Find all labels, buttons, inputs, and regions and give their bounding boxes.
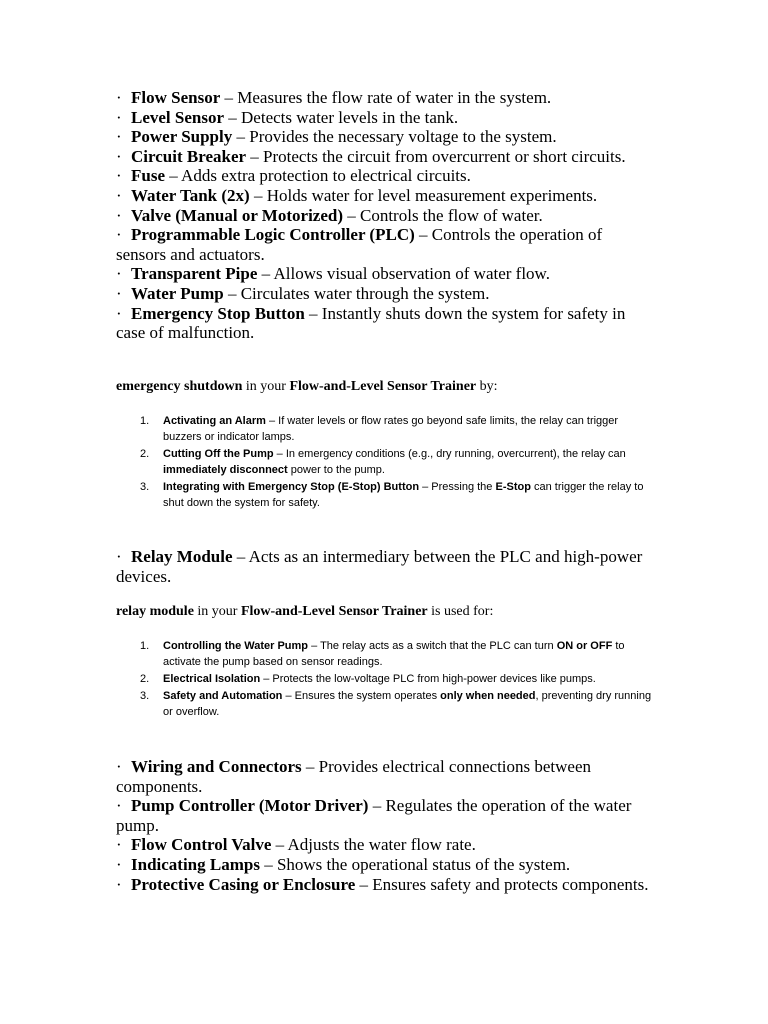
item-text: – If water levels or flow rates go beyond safe limits, the relay can trigger buzzers or indicator lamps. [163,415,619,443]
component-description: – Adjusts the water flow rate. [271,835,476,855]
component-item [116,855,656,875]
item-text: – The relay acts as a switch that the PLC can turn [308,640,557,652]
component-description: – Shows the operational status of the system. [259,854,571,874]
item-text: – Ensures the system operates [282,690,441,702]
bullet-dot: · [116,185,122,205]
bullet-dot: · [116,796,122,816]
component-description: – Provides the necessary voltage to the system. [232,127,557,147]
bullet-dot: · [116,547,122,566]
intro-bold-trainer: Flow-and-Level Sensor Trainer [289,379,477,394]
component-name: Power Supply [131,127,233,147]
intro-text-end: by: [476,379,498,394]
component-item [116,186,656,206]
item-bold-text: only when needed [440,690,536,702]
bullet-dot: · [116,874,122,894]
item-number: 1. [140,640,150,652]
component-description: – Controls the flow of water. [343,205,543,225]
item-text: , preventing dry running or overflow. [163,690,652,718]
component-description: – Ensures safety and protects components. [355,874,649,894]
item-bold-text: immediately disconnect [163,464,288,476]
components-list-1 [116,88,656,343]
component-description: – Acts as an intermediary between the PLC and high-power devices. [116,547,643,586]
item-text: – Pressing the [419,481,496,493]
emergency-shutdown-list [134,413,654,512]
component-name: Fuse [131,166,165,186]
component-name: Relay Module [131,547,233,566]
component-name: Flow Control Valve [131,835,272,855]
component-description: – Allows visual observation of water flow. [257,264,550,284]
component-item [116,757,656,796]
component-item [116,835,656,855]
component-name: Level Sensor [131,107,225,127]
bullet-dot: · [116,107,122,127]
component-description: – Measures the flow rate of water in the system. [220,88,552,107]
bullet-dot: · [116,264,122,284]
item-text: – In emergency conditions (e.g., dry running, overcurrent), the relay can [273,448,626,460]
component-description: – Instantly shuts down the system for safety in case of malfunction. [116,303,626,343]
item-bold-text: E-Stop [495,481,531,493]
bullet-dot: · [116,166,122,186]
component-name: Protective Casing or Enclosure [131,874,356,894]
item-bold-text: Electrical Isolation [163,673,261,685]
numbered-item [134,446,654,478]
item-bold-text: Cutting Off the Pump [163,448,274,460]
bullet-dot: · [116,757,122,776]
component-description: – Circulates water through the system. [223,283,490,303]
component-name: Emergency Stop Button [131,303,305,323]
component-name: Valve (Manual or Motorized) [131,205,343,225]
component-item [116,166,656,186]
item-bold-text: Integrating with Emergency Stop (E-Stop) Button [163,481,420,493]
bullet-dot: · [116,854,122,874]
item-number: 3. [140,481,150,493]
bullet-dot: · [116,303,122,323]
item-bold-text: Controlling the Water Pump [163,640,309,652]
item-number: 3. [140,690,150,702]
numbered-item [134,638,654,670]
component-item [116,796,656,835]
component-item [116,147,656,167]
numbered-item [134,688,654,720]
component-description: – Provides electrical connections between components. [116,757,592,796]
bullet-dot: · [116,225,122,245]
component-name: Wiring and Connectors [131,757,302,776]
item-text: can trigger the relay to shut down the system for safety. [163,481,644,509]
component-name: Water Pump [131,283,224,303]
intro-text: in your [242,379,290,394]
bullet-dot: · [116,127,122,147]
item-bold-text: ON or OFF [556,640,613,652]
intro-text-end: is used for: [427,604,494,619]
numbered-item [134,413,654,445]
component-description: – Controls the operation of sensors and actuators. [116,225,603,264]
component-item [116,206,656,226]
bullet-dot: · [116,88,122,107]
item-number: 2. [140,448,150,460]
intro-bold-term: emergency shutdown [116,379,243,394]
item-text: to activate the pump based on sensor readings. [163,640,625,668]
component-description: – Detects water levels in the tank. [224,107,459,127]
relay-module-intro [116,603,676,621]
component-name: Programmable Logic Controller (PLC) [131,225,415,245]
bullet-dot: · [116,146,122,166]
bullet-dot: · [116,205,122,225]
component-description: – Protects the circuit from overcurrent or short circuits. [246,146,626,166]
component-item [116,127,656,147]
component-item [116,225,656,264]
item-text: power to the pump. [287,464,385,476]
component-name: Transparent Pipe [131,264,258,284]
bullet-dot: · [116,835,122,855]
component-name: Pump Controller (Motor Driver) [131,796,369,816]
component-item [116,108,656,128]
intro-text: in your [193,604,241,619]
component-item [116,547,656,586]
item-number: 1. [140,415,150,427]
intro-bold-trainer: Flow-and-Level Sensor Trainer [240,604,428,619]
component-name: Indicating Lamps [131,854,260,874]
component-description: – Adds extra protection to electrical circuits. [165,166,471,186]
relay-module-uses-list [134,638,654,721]
component-item [116,284,656,304]
component-item [116,875,656,895]
components-list-2 [116,547,656,586]
numbered-item [134,671,654,687]
component-item [116,88,656,108]
emergency-shutdown-intro [116,378,676,396]
component-item [116,304,656,343]
component-description: – Regulates the operation of the water pump. [116,796,632,835]
item-text: – Protects the low-voltage PLC from high-power devices like pumps. [260,673,596,685]
component-item [116,264,656,284]
numbered-item [134,479,654,511]
item-bold-text: Safety and Automation [163,690,283,702]
components-list-3 [116,757,656,894]
item-bold-text: Activating an Alarm [163,415,266,427]
component-description: – Holds water for level measurement experiments. [249,185,598,205]
component-name: Flow Sensor [131,88,221,107]
component-name: Circuit Breaker [131,146,247,166]
intro-bold-term: relay module [116,604,194,619]
bullet-dot: · [116,283,122,303]
component-name: Water Tank (2x) [131,185,250,205]
item-number: 2. [140,673,150,685]
